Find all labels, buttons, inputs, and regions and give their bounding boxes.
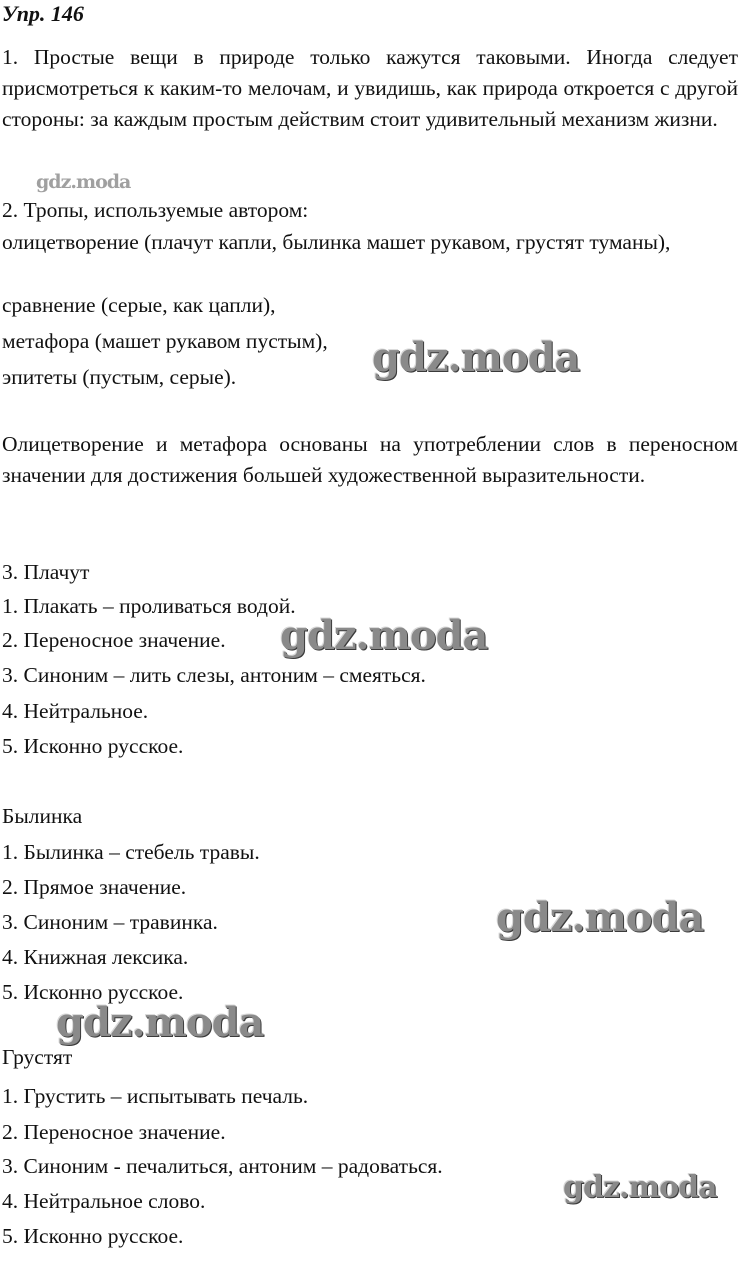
list-item: 2. Прямое значение. — [2, 875, 187, 899]
paragraph-answer-1: 1. Простые вещи в природе только кажутся таковыми. Иногда следует присмотреться к каким-то мелочам, и увидишь, как природа откроется с другой стороны: за каждым простым действим стоит удивительный механизм жизни. — [2, 45, 738, 131]
tropes-heading: 2. Тропы, используемые автором: — [2, 198, 309, 222]
watermark-5: gdz.moda — [56, 999, 264, 1046]
list-item: 5. Исконно русское. — [2, 980, 184, 1004]
list-item: 4. Нейтральное слово. — [2, 1189, 206, 1213]
word-title-plachut: 3. Плачут — [2, 560, 90, 584]
word-title-grustyat: Грустят — [2, 1045, 73, 1069]
list-item: 2. Переносное значение. — [2, 628, 226, 652]
trope-item-comparison: сравнение (серые, как цапли), — [2, 293, 276, 317]
list-item: 3. Синоним - печалиться, антоним – радоваться. — [2, 1154, 443, 1178]
list-item: 1. Плакать – проливаться водой. — [2, 594, 296, 618]
paragraph-figurative-meaning: Олицетворение и метафора основаны на употреблении слов в переносном значении для достижения большей художественной выразительности. — [2, 432, 738, 487]
watermark-6: gdz.moda — [563, 1170, 717, 1205]
exercise-title: Упр. 146 — [2, 1, 84, 26]
word-title-bylinka: Былинка — [2, 804, 83, 828]
list-item: 1. Былинка – стебель травы. — [2, 840, 260, 864]
watermark-3: gdz.moda — [280, 612, 488, 659]
list-item: 1. Грустить – испытывать печаль. — [2, 1084, 309, 1108]
trope-item-metaphor: метафора (машет рукавом пустым), — [2, 329, 328, 353]
list-item: 3. Синоним – лить слезы, антоним – смеяться. — [2, 663, 426, 687]
watermark-2: gdz.moda — [372, 334, 580, 381]
watermark-1: gdz.moda — [36, 171, 131, 193]
list-item: 4. Нейтральное. — [2, 699, 149, 723]
trope-item-personification: олицетворение (плачут капли, былинка машет рукавом, грустят туманы), — [2, 230, 671, 254]
list-item: 2. Переносное значение. — [2, 1120, 226, 1144]
list-item: 4. Книжная лексика. — [2, 945, 189, 969]
watermark-4: gdz.moda — [496, 894, 704, 941]
trope-item-epithets: эпитеты (пустым, серые). — [2, 365, 237, 389]
list-item: 3. Синоним – травинка. — [2, 910, 218, 934]
list-item: 5. Исконно русское. — [2, 734, 184, 758]
list-item: 5. Исконно русское. — [2, 1224, 184, 1248]
